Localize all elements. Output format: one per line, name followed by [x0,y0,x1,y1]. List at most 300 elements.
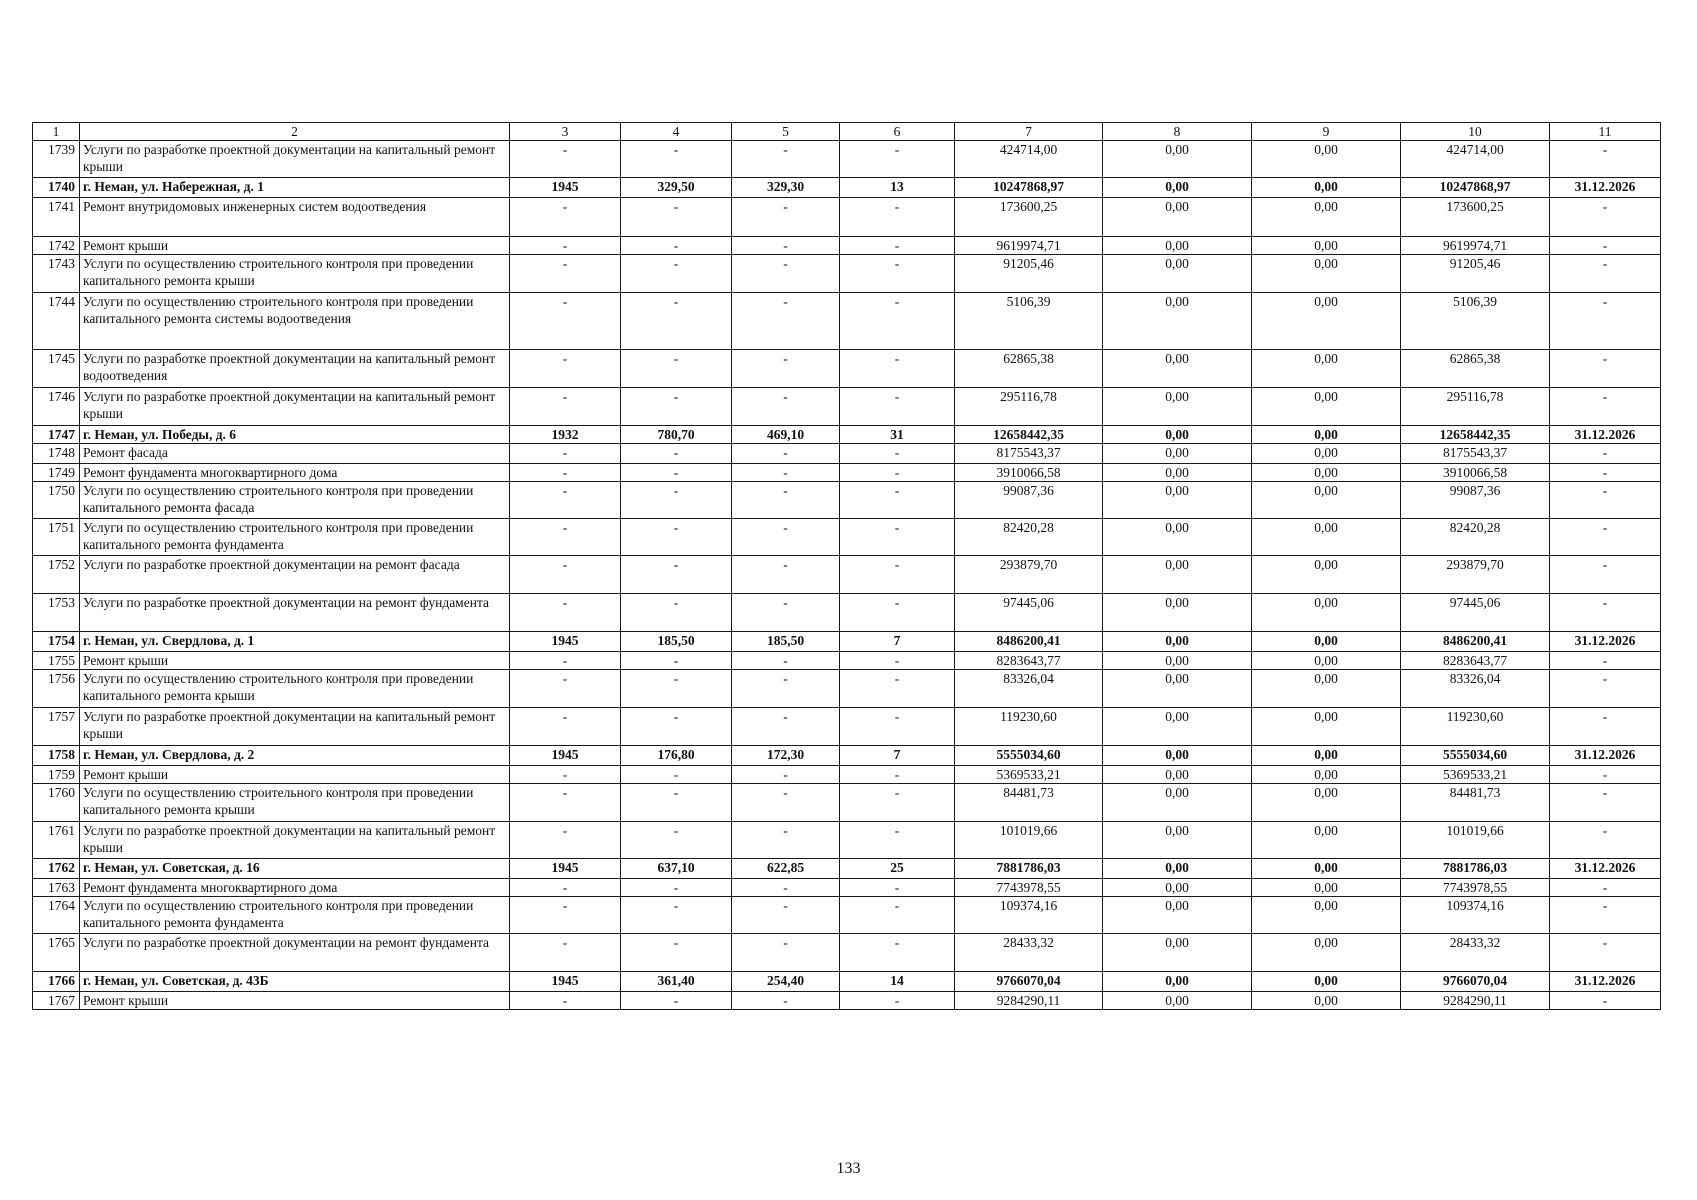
fund-cell: 0,00 [1103,632,1252,652]
address-row [33,746,1661,766]
description-cell: Услуги по разработке проектной документации на капитальный ремонт крыши [80,822,510,859]
budget-cell: 0,00 [1252,879,1401,897]
work-item-row [33,897,1661,934]
work-item-row [33,594,1661,632]
deadline-cell: - [1550,766,1661,784]
year-cell: - [510,784,621,822]
work-item-row [33,879,1661,897]
area-total-cell: - [621,708,732,746]
fund-cell: 0,00 [1103,198,1252,237]
row-number-cell: 1753 [33,594,80,632]
owners-cell: 109374,16 [1401,897,1550,934]
owners-cell: 119230,60 [1401,708,1550,746]
budget-cell: 0,00 [1252,670,1401,708]
area-living-cell: - [732,897,840,934]
area-living-cell: - [732,822,840,859]
work-item-row [33,556,1661,594]
deadline-cell: 31.12.2026 [1550,426,1661,444]
budget-cell: 0,00 [1252,992,1401,1010]
work-item-row [33,670,1661,708]
area-total-cell: - [621,255,732,293]
area-living-cell: - [732,350,840,388]
year-cell: - [510,350,621,388]
total-cost-cell: 424714,00 [955,141,1103,178]
address-row [33,859,1661,879]
year-cell: - [510,237,621,255]
year-cell: 1932 [510,426,621,444]
deadline-cell: - [1550,594,1661,632]
budget-cell: 0,00 [1252,594,1401,632]
total-cost-cell: 9284290,11 [955,992,1103,1010]
owners-cell: 101019,66 [1401,822,1550,859]
row-number-cell: 1740 [33,178,80,198]
description-cell: Ремонт фундамента многоквартирного дома [80,464,510,482]
year-cell: - [510,198,621,237]
row-number-cell: 1746 [33,388,80,426]
budget-cell: 0,00 [1252,766,1401,784]
year-cell: - [510,934,621,972]
area-living-cell: 469,10 [732,426,840,444]
area-living-cell: - [732,444,840,464]
work-item-row [33,708,1661,746]
year-cell: - [510,594,621,632]
area-total-cell: - [621,482,732,519]
fund-cell: 0,00 [1103,255,1252,293]
description-cell: г. Неман, ул. Советская, д. 16 [80,859,510,879]
owners-cell: 5369533,21 [1401,766,1550,784]
residents-cell: - [840,784,955,822]
owners-cell: 91205,46 [1401,255,1550,293]
fund-cell: 0,00 [1103,594,1252,632]
description-cell: Услуги по осуществлению строительного контроля при проведении капитального ремонта системы водоотведения [80,293,510,350]
fund-cell: 0,00 [1103,784,1252,822]
description-cell: Ремонт внутридомовых инженерных систем водоотведения [80,198,510,237]
fund-cell: 0,00 [1103,556,1252,594]
year-cell: - [510,992,621,1010]
budget-cell: 0,00 [1252,141,1401,178]
work-item-row [33,141,1661,178]
total-cost-cell: 119230,60 [955,708,1103,746]
fund-cell: 0,00 [1103,464,1252,482]
residents-cell: - [840,934,955,972]
total-cost-cell: 9766070,04 [955,972,1103,992]
fund-cell: 0,00 [1103,879,1252,897]
work-item-row [33,482,1661,519]
deadline-cell: - [1550,652,1661,670]
description-cell: Услуги по осуществлению строительного контроля при проведении капитального ремонта крыши [80,784,510,822]
description-cell: Услуги по осуществлению строительного контроля при проведении капитального ремонта фундамента [80,897,510,934]
area-living-cell: - [732,879,840,897]
area-total-cell: - [621,594,732,632]
total-cost-cell: 3910066,58 [955,464,1103,482]
row-number-cell: 1745 [33,350,80,388]
total-cost-cell: 293879,70 [955,556,1103,594]
area-total-cell: - [621,556,732,594]
residents-cell: - [840,464,955,482]
fund-cell: 0,00 [1103,670,1252,708]
total-cost-cell: 8283643,77 [955,652,1103,670]
year-cell: - [510,141,621,178]
deadline-cell: - [1550,556,1661,594]
deadline-cell: - [1550,255,1661,293]
description-cell: Услуги по разработке проектной документации на капитальный ремонт крыши [80,708,510,746]
residents-cell: - [840,766,955,784]
year-cell: - [510,255,621,293]
table-body [33,123,1661,1010]
year-cell: - [510,482,621,519]
owners-cell: 9766070,04 [1401,972,1550,992]
total-cost-cell: 91205,46 [955,255,1103,293]
fund-cell: 0,00 [1103,388,1252,426]
page-number: 133 [836,1160,861,1177]
area-total-cell: 361,40 [621,972,732,992]
owners-cell: 424714,00 [1401,141,1550,178]
budget-cell: 0,00 [1252,859,1401,879]
area-total-cell: - [621,237,732,255]
description-cell: Ремонт крыши [80,652,510,670]
area-total-cell: - [621,464,732,482]
row-number-cell: 1741 [33,198,80,237]
area-living-cell: - [732,255,840,293]
row-number-cell: 1744 [33,293,80,350]
row-number-cell: 1742 [33,237,80,255]
total-cost-cell: 97445,06 [955,594,1103,632]
year-cell: - [510,519,621,556]
row-number-cell: 1752 [33,556,80,594]
total-cost-cell: 83326,04 [955,670,1103,708]
total-cost-cell: 5555034,60 [955,746,1103,766]
total-cost-cell: 84481,73 [955,784,1103,822]
fund-cell: 0,00 [1103,652,1252,670]
description-cell: Услуги по разработке проектной документации на ремонт фундамента [80,934,510,972]
row-number-cell: 1759 [33,766,80,784]
area-total-cell: - [621,934,732,972]
column-header: 9 [1252,123,1401,141]
work-item-row [33,934,1661,972]
fund-cell: 0,00 [1103,519,1252,556]
row-number-cell: 1739 [33,141,80,178]
area-total-cell: - [621,388,732,426]
area-total-cell: 185,50 [621,632,732,652]
area-total-cell: - [621,992,732,1010]
owners-cell: 83326,04 [1401,670,1550,708]
total-cost-cell: 7881786,03 [955,859,1103,879]
fund-cell: 0,00 [1103,934,1252,972]
area-living-cell: 329,30 [732,178,840,198]
deadline-cell: 31.12.2026 [1550,746,1661,766]
deadline-cell: - [1550,519,1661,556]
area-total-cell: - [621,897,732,934]
area-living-cell: 622,85 [732,859,840,879]
total-cost-cell: 12658442,35 [955,426,1103,444]
budget-cell: 0,00 [1252,426,1401,444]
description-cell: Ремонт фундамента многоквартирного дома [80,879,510,897]
year-cell: - [510,766,621,784]
owners-cell: 99087,36 [1401,482,1550,519]
residents-cell: 13 [840,178,955,198]
column-header: 11 [1550,123,1661,141]
owners-cell: 62865,38 [1401,350,1550,388]
description-cell: Услуги по разработке проектной документации на капитальный ремонт крыши [80,141,510,178]
deadline-cell: - [1550,444,1661,464]
residents-cell: 7 [840,632,955,652]
fund-cell: 0,00 [1103,444,1252,464]
residents-cell: - [840,198,955,237]
deadline-cell: - [1550,482,1661,519]
row-number-cell: 1764 [33,897,80,934]
residents-cell: - [840,822,955,859]
residents-cell: 7 [840,746,955,766]
area-living-cell: - [732,670,840,708]
residents-cell: - [840,652,955,670]
owners-cell: 5555034,60 [1401,746,1550,766]
budget-cell: 0,00 [1252,388,1401,426]
area-total-cell: 329,50 [621,178,732,198]
description-cell: Услуги по осуществлению строительного контроля при проведении капитального ремонта фасада [80,482,510,519]
deadline-cell: - [1550,293,1661,350]
deadline-cell: - [1550,350,1661,388]
budget-cell: 0,00 [1252,652,1401,670]
work-item-row [33,464,1661,482]
fund-cell: 0,00 [1103,482,1252,519]
residents-cell: - [840,141,955,178]
description-cell: Ремонт фасада [80,444,510,464]
budget-cell: 0,00 [1252,255,1401,293]
budget-cell: 0,00 [1252,482,1401,519]
budget-cell: 0,00 [1252,708,1401,746]
row-number-cell: 1758 [33,746,80,766]
work-item-row [33,255,1661,293]
year-cell: - [510,444,621,464]
area-living-cell: - [732,594,840,632]
residents-cell: 25 [840,859,955,879]
work-item-row [33,784,1661,822]
column-header: 10 [1401,123,1550,141]
year-cell: 1945 [510,632,621,652]
year-cell: - [510,879,621,897]
total-cost-cell: 28433,32 [955,934,1103,972]
row-number-cell: 1748 [33,444,80,464]
budget-cell: 0,00 [1252,632,1401,652]
year-cell: 1945 [510,178,621,198]
row-number-cell: 1743 [33,255,80,293]
column-header: 5 [732,123,840,141]
column-header: 2 [80,123,510,141]
area-living-cell: - [732,556,840,594]
area-total-cell: 176,80 [621,746,732,766]
deadline-cell: 31.12.2026 [1550,859,1661,879]
budget-cell: 0,00 [1252,784,1401,822]
deadline-cell: 31.12.2026 [1550,972,1661,992]
row-number-cell: 1760 [33,784,80,822]
budget-cell: 0,00 [1252,897,1401,934]
column-header: 1 [33,123,80,141]
description-cell: Услуги по разработке проектной документации на ремонт фасада [80,556,510,594]
total-cost-cell: 8486200,41 [955,632,1103,652]
total-cost-cell: 82420,28 [955,519,1103,556]
year-cell: - [510,293,621,350]
area-living-cell: - [732,934,840,972]
residents-cell: - [840,388,955,426]
year-cell: - [510,708,621,746]
column-header: 8 [1103,123,1252,141]
fund-cell: 0,00 [1103,426,1252,444]
description-cell: Услуги по осуществлению строительного контроля при проведении капитального ремонта фундамента [80,519,510,556]
description-cell: Ремонт крыши [80,766,510,784]
column-number-header-row [33,123,1661,141]
area-living-cell: - [732,766,840,784]
owners-cell: 5106,39 [1401,293,1550,350]
residents-cell: - [840,556,955,594]
owners-cell: 7743978,55 [1401,879,1550,897]
fund-cell: 0,00 [1103,822,1252,859]
deadline-cell: 31.12.2026 [1550,178,1661,198]
residents-cell: - [840,992,955,1010]
fund-cell: 0,00 [1103,897,1252,934]
area-living-cell: - [732,198,840,237]
work-item-row [33,237,1661,255]
area-total-cell: - [621,822,732,859]
row-number-cell: 1761 [33,822,80,859]
residents-cell: - [840,708,955,746]
owners-cell: 293879,70 [1401,556,1550,594]
budget-cell: 0,00 [1252,293,1401,350]
owners-cell: 9284290,11 [1401,992,1550,1010]
area-total-cell: - [621,519,732,556]
fund-cell: 0,00 [1103,992,1252,1010]
residents-cell: - [840,879,955,897]
residents-cell: 31 [840,426,955,444]
area-total-cell: - [621,198,732,237]
area-total-cell: - [621,141,732,178]
total-cost-cell: 295116,78 [955,388,1103,426]
fund-cell: 0,00 [1103,141,1252,178]
residents-cell: - [840,897,955,934]
area-total-cell: - [621,784,732,822]
fund-cell: 0,00 [1103,859,1252,879]
work-item-row [33,388,1661,426]
total-cost-cell: 173600,25 [955,198,1103,237]
row-number-cell: 1754 [33,632,80,652]
work-item-row [33,293,1661,350]
area-living-cell: - [732,464,840,482]
total-cost-cell: 7743978,55 [955,879,1103,897]
area-living-cell: - [732,708,840,746]
owners-cell: 295116,78 [1401,388,1550,426]
year-cell: 1945 [510,972,621,992]
fund-cell: 0,00 [1103,746,1252,766]
owners-cell: 84481,73 [1401,784,1550,822]
capital-repair-table [32,122,1661,1010]
area-living-cell: 254,40 [732,972,840,992]
budget-cell: 0,00 [1252,934,1401,972]
budget-cell: 0,00 [1252,972,1401,992]
description-cell: г. Неман, ул. Набережная, д. 1 [80,178,510,198]
residents-cell: - [840,482,955,519]
year-cell: - [510,652,621,670]
deadline-cell: - [1550,198,1661,237]
description-cell: Услуги по разработке проектной документации на ремонт фундамента [80,594,510,632]
description-cell: Услуги по осуществлению строительного контроля при проведении капитального ремонта крыши [80,670,510,708]
total-cost-cell: 5106,39 [955,293,1103,350]
total-cost-cell: 8175543,37 [955,444,1103,464]
work-item-row [33,766,1661,784]
total-cost-cell: 99087,36 [955,482,1103,519]
area-living-cell: - [732,652,840,670]
year-cell: - [510,822,621,859]
fund-cell: 0,00 [1103,293,1252,350]
deadline-cell: 31.12.2026 [1550,632,1661,652]
residents-cell: - [840,255,955,293]
owners-cell: 173600,25 [1401,198,1550,237]
owners-cell: 3910066,58 [1401,464,1550,482]
budget-cell: 0,00 [1252,822,1401,859]
work-item-row [33,519,1661,556]
column-header: 4 [621,123,732,141]
row-number-cell: 1757 [33,708,80,746]
area-total-cell: - [621,879,732,897]
owners-cell: 8283643,77 [1401,652,1550,670]
row-number-cell: 1762 [33,859,80,879]
area-living-cell: - [732,237,840,255]
area-total-cell: - [621,766,732,784]
column-header: 3 [510,123,621,141]
description-cell: г. Неман, ул. Победы, д. 6 [80,426,510,444]
work-item-row [33,444,1661,464]
row-number-cell: 1763 [33,879,80,897]
total-cost-cell: 101019,66 [955,822,1103,859]
column-header: 6 [840,123,955,141]
column-header: 7 [955,123,1103,141]
row-number-cell: 1755 [33,652,80,670]
description-cell: Ремонт крыши [80,237,510,255]
row-number-cell: 1749 [33,464,80,482]
deadline-cell: - [1550,464,1661,482]
work-item-row [33,992,1661,1010]
year-cell: - [510,556,621,594]
total-cost-cell: 9619974,71 [955,237,1103,255]
deadline-cell: - [1550,784,1661,822]
total-cost-cell: 109374,16 [955,897,1103,934]
row-number-cell: 1756 [33,670,80,708]
owners-cell: 7881786,03 [1401,859,1550,879]
owners-cell: 10247868,97 [1401,178,1550,198]
description-cell: Услуги по разработке проектной документации на капитальный ремонт крыши [80,388,510,426]
address-row [33,972,1661,992]
work-item-row [33,350,1661,388]
area-living-cell: - [732,482,840,519]
budget-cell: 0,00 [1252,237,1401,255]
area-living-cell: - [732,141,840,178]
row-number-cell: 1766 [33,972,80,992]
owners-cell: 12658442,35 [1401,426,1550,444]
fund-cell: 0,00 [1103,972,1252,992]
deadline-cell: - [1550,141,1661,178]
deadline-cell: - [1550,237,1661,255]
area-living-cell: - [732,992,840,1010]
area-living-cell: 172,30 [732,746,840,766]
residents-cell: - [840,519,955,556]
owners-cell: 8486200,41 [1401,632,1550,652]
work-item-row [33,198,1661,237]
residents-cell: - [840,293,955,350]
deadline-cell: - [1550,670,1661,708]
fund-cell: 0,00 [1103,766,1252,784]
area-total-cell: - [621,350,732,388]
year-cell: - [510,897,621,934]
fund-cell: 0,00 [1103,708,1252,746]
residents-cell: - [840,670,955,708]
